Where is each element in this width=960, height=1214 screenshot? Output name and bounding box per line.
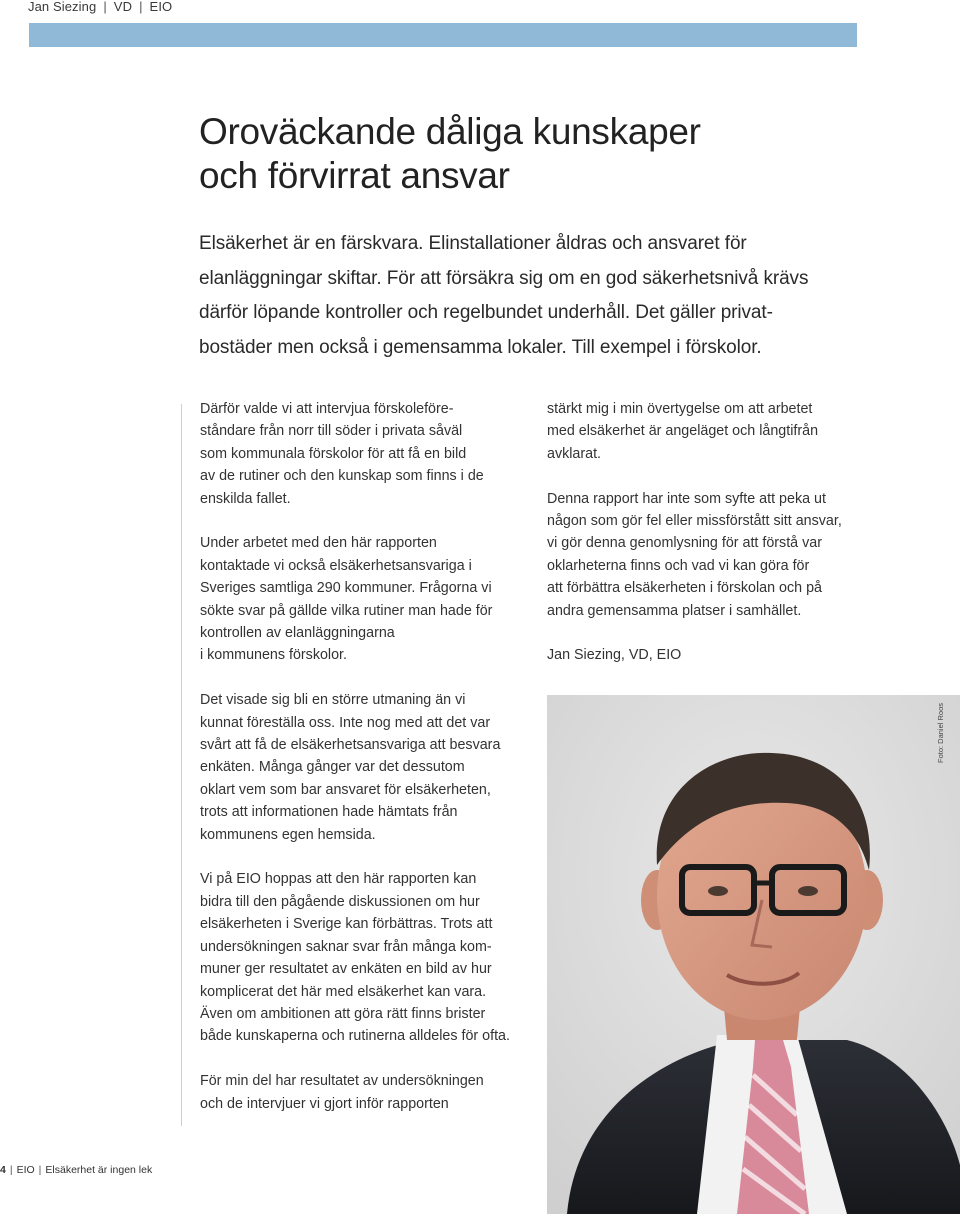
body-paragraph [200,868,530,1047]
title-line: och förvirrat ansvar [199,155,510,196]
signature-line [547,644,877,666]
body-line: stärkt mig i min övertygelse om att arbetet [547,401,813,417]
page-title [199,110,701,198]
footer-publication: Elsäkerhet är ingen lek [45,1164,153,1176]
body-paragraph [200,689,530,846]
body-line: att förbättra elsäkerheten i förskolan och på [547,580,822,597]
body-line: som kommunala förskolor för att få en bild [200,445,467,462]
body-line: både kunskaperna och rutinerna alldeles för ofta. [200,1028,510,1045]
body-line: Även om ambitionen att göra rätt finns brister [200,1005,486,1022]
lead-line: Elsäkerhet är en färskvara. Elinstallationer åldras och ansvaret för [199,233,747,254]
body-line: Därför valde vi att intervjua förskoleföre- [200,401,454,417]
footer-org: EIO [16,1164,35,1176]
body-line: enkäten. Många gånger var det dessutom [200,759,465,776]
body-line: oklart vem som bar ansvaret för elsäkerheten, [200,781,491,798]
running-head-role: VD [113,0,133,14]
title-line: Oroväckande dåliga kunskaper [199,111,701,152]
body-paragraph [200,532,530,666]
body-line: Sveriges samtliga 290 kommuner. Frågorna vi [200,580,492,597]
body-line: Jan Siezing, VD, EIO [547,647,682,664]
portrait-illustration [547,695,960,1214]
running-head-org: EIO [149,0,173,14]
body-line: trots att informationen hade hämtats från [200,804,458,821]
body-line: avklarat. [547,445,602,462]
body-line: elsäkerheten i Sverige kan förbättras. Trots att [200,916,493,933]
photo-credit: Foto: Daniel Roos [936,702,945,763]
body-line: i kommunens förskolor. [200,647,347,664]
accent-bar [29,23,857,47]
running-head: Jan Siezing | VD | EIO [28,0,173,14]
body-line: och de intervjuer vi gjort inför rapporten [200,1095,449,1112]
portrait-photo [547,695,960,1214]
body-line: svårt att få de elsäkerhetsansvariga att besvara [200,737,501,754]
body-line: Det visade sig bli en större utmaning än vi [200,692,466,709]
body-line: kommunens egen hemsida. [200,826,376,843]
body-line: kontrollen av elanläggningarna [200,625,395,642]
body-column-left [200,398,530,1137]
lead-line: därför löpande kontroller och regelbundet underhåll. Det gäller privat- [199,302,773,323]
body-column-right [547,398,877,689]
lead-line: elanläggningar skiftar. För att försäkra sig om en god säkerhetsnivå krävs [199,267,809,289]
body-line: ståndare från norr till söder i privata såväl [200,423,463,440]
body-paragraph [200,398,530,510]
body-line: andra gemensamma platser i samhället. [547,602,802,619]
page-footer: 4 | EIO | Elsäkerhet är ingen lek [0,1164,153,1176]
body-line: med elsäkerhet är angeläget och långtifrån [547,423,819,440]
lead-line: bostäder men också i gemensamma lokaler. Till exempel i förskolor. [199,336,762,358]
body-line: kunnat föreställa oss. Inte nog med att det var [200,714,491,731]
body-line: kontaktade vi också elsäkerhetsansvariga i [200,557,472,574]
body-line: För min del har resultatet av undersökningen [200,1073,484,1090]
body-line: av de rutiner och den kunskap som finns i de [200,468,484,485]
body-line: Vi på EIO hoppas att den här rapporten kan [200,871,477,888]
body-paragraph [547,398,877,465]
body-line: komplicerat det här med elsäkerhet kan vara. [200,983,487,1000]
lead-paragraph [199,227,879,365]
column-divider [181,404,182,1126]
body-line: vi gör denna genomlysning för att förstå var [547,535,822,552]
body-line: bidra till den pågående diskussionen om hur [200,893,480,910]
body-line: undersökningen saknar svar från många kom- [200,938,492,955]
page-number: 4 [0,1164,6,1176]
body-paragraph [200,1070,530,1115]
body-line: Under arbetet med den här rapporten [200,535,437,552]
body-paragraph [547,488,877,622]
body-line: sökte svar på gällde vilka rutiner man hade för [200,602,493,619]
body-line: Denna rapport har inte som syfte att peka ut [547,490,826,507]
body-line: muner ger resultatet av enkäten en bild av hur [200,961,492,978]
body-line: någon som gör fel eller missförstått sitt ansvar, [547,513,842,530]
running-head-author: Jan Siezing [28,0,97,14]
body-line: oklarheterna finns och vad vi kan göra för [547,557,810,574]
body-line: enskilda fallet. [200,490,291,507]
